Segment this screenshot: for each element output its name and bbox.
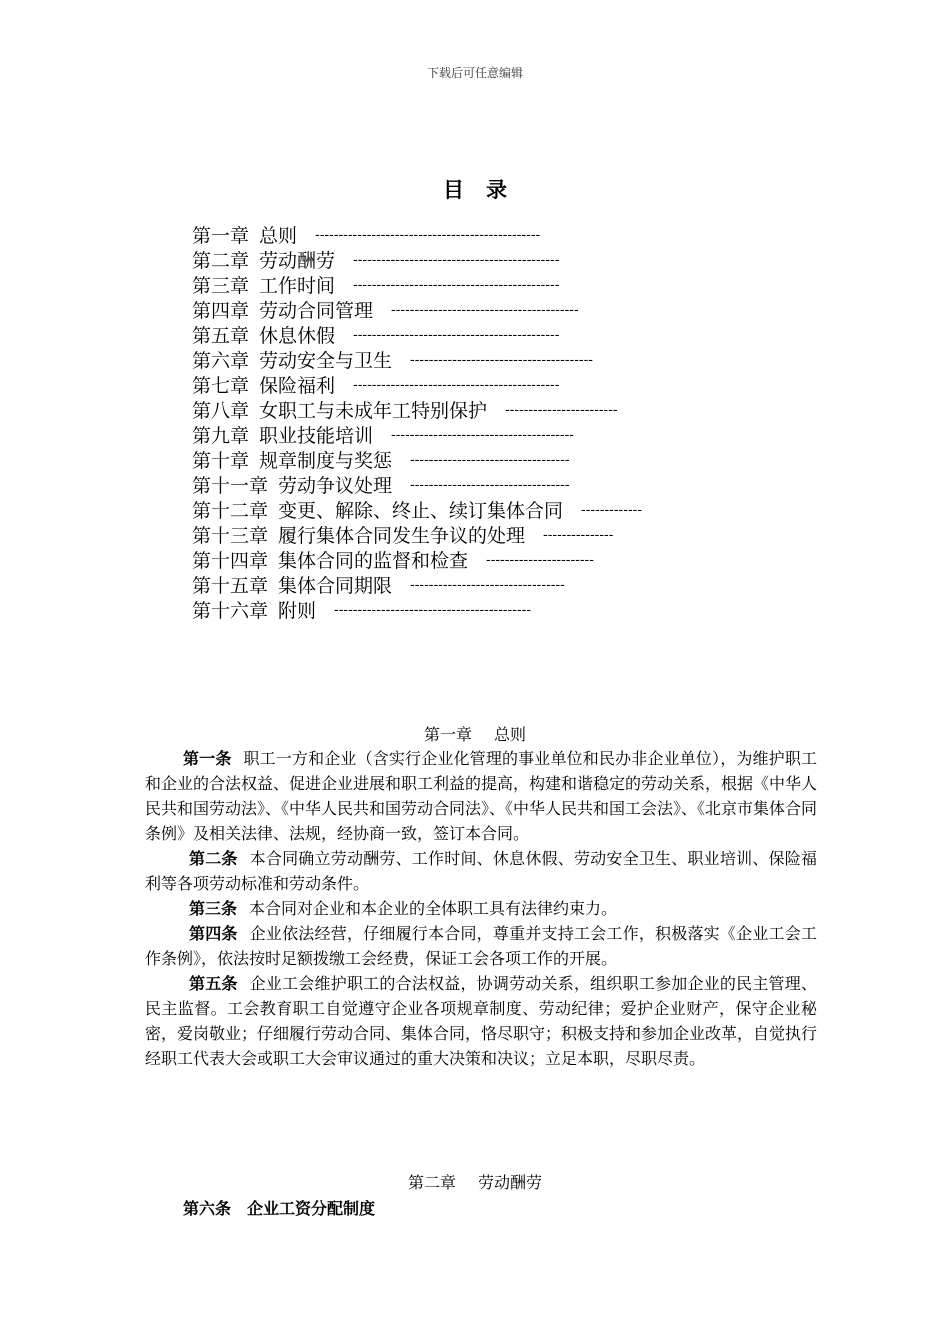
chapter2-heading xyxy=(0,1170,950,1193)
toc-chapter-num: 第十一章 xyxy=(192,475,269,497)
chapter2-title: 劳动酬劳 xyxy=(478,1173,543,1192)
toc-item xyxy=(192,398,752,423)
article-label: 第三条 xyxy=(189,899,238,918)
toc-item xyxy=(192,323,752,348)
toc-chapter-name: 附则 xyxy=(278,600,317,622)
toc-leader-dots: --------------------------------------- xyxy=(391,428,574,443)
toc-chapter-name: 总则 xyxy=(259,225,298,247)
article-label: 第五条 xyxy=(189,974,238,993)
toc-chapter-name: 休息休假 xyxy=(259,325,336,347)
toc-item xyxy=(192,348,752,373)
toc-chapter-name: 集体合同期限 xyxy=(278,575,393,597)
toc-item xyxy=(192,598,752,623)
article-label: 第四条 xyxy=(189,924,238,943)
toc-chapter-name: 女职工与未成年工特别保护 xyxy=(259,400,488,422)
toc-chapter-name: 劳动争议处理 xyxy=(278,475,393,497)
toc-chapter-name: 职业技能培训 xyxy=(259,425,374,447)
toc-leader-dots: -------------------------------------------- xyxy=(353,253,560,268)
toc-chapter-name: 集体合同的监督和检查 xyxy=(278,550,469,572)
toc-leader-dots: -------------------------------------------- xyxy=(353,278,560,293)
table-of-contents xyxy=(192,223,752,623)
article-text: 本合同对企业和本企业的全体职工具有法律约束力。 xyxy=(249,899,618,918)
article-3 xyxy=(145,896,817,921)
toc-chapter-num: 第四章 xyxy=(192,300,250,322)
toc-chapter-num: 第一章 xyxy=(192,225,250,247)
toc-item xyxy=(192,298,752,323)
toc-leader-dots: ---------------------------------------- xyxy=(391,303,579,318)
article-2 xyxy=(145,846,817,896)
article-4 xyxy=(145,921,817,971)
toc-chapter-num: 第十五章 xyxy=(192,575,269,597)
toc-leader-dots: ---------------------------------- xyxy=(410,453,570,468)
toc-item xyxy=(192,498,752,523)
toc-item xyxy=(192,248,752,273)
toc-leader-dots: ------------------------------------------------ xyxy=(315,228,541,243)
article-5 xyxy=(145,971,817,1071)
chapter1-num: 第一章 xyxy=(423,725,472,744)
toc-leader-dots: --------------- xyxy=(543,528,614,543)
toc-chapter-num: 第十三章 xyxy=(192,525,269,547)
article-text: 企业依法经营，仔细履行本合同，尊重并支持工会工作，积极落实《企业工会工作条例》，依法按时足额拨缴工会经费，保证工会各项工作的开展。 xyxy=(145,924,817,968)
toc-chapter-name: 劳动安全与卫生 xyxy=(259,350,393,372)
article-text: 企业工会维护职工的合法权益，协调劳动关系，组织职工参加企业的民主管理、民主监督。工会教育职工自觉遵守企业各项规章制度、劳动纪律；爱护企业财产，保守企业秘密，爱岗敬业；仔细履行劳动合同、集体合同，恪尽职守；积极支持和参加企业改革，自觉执行经职工代表大会或职工大会审议通过的重大决策和决议；立足本职，尽职尽责。 xyxy=(145,974,818,1068)
toc-item xyxy=(192,548,752,573)
toc-item xyxy=(192,448,752,473)
toc-chapter-num: 第八章 xyxy=(192,400,250,422)
toc-leader-dots: -------------------------------------------- xyxy=(353,328,560,343)
article-6-heading xyxy=(183,1196,375,1219)
article-text: 职工一方和企业（含实行企业化管理的事业单位和民办非企业单位），为维护职工和企业的合法权益、促进企业进展和职工利益的提高，构建和谐稳定的劳动关系，根据《中华人民共和国劳动法》、《中华人民共和国劳动合同法》、《中华人民共和国工会法》、《北京市集体合同条例》及相关法律、法规，经协商一致，签订本合同。 xyxy=(145,749,818,843)
toc-chapter-num: 第十六章 xyxy=(192,600,269,622)
chapter1-body xyxy=(145,746,817,1071)
toc-item xyxy=(192,423,752,448)
toc-item xyxy=(192,273,752,298)
toc-chapter-num: 第九章 xyxy=(192,425,250,447)
chapter2-num: 第二章 xyxy=(407,1173,456,1192)
toc-chapter-num: 第十章 xyxy=(192,450,250,472)
toc-chapter-name: 工作时间 xyxy=(259,275,336,297)
toc-chapter-num: 第十四章 xyxy=(192,550,269,572)
toc-chapter-num: 第十二章 xyxy=(192,500,269,522)
header-note: 下载后可任意编辑 xyxy=(426,66,523,80)
toc-leader-dots: --------------------------------------- xyxy=(410,353,593,368)
toc-chapter-num: 第三章 xyxy=(192,275,250,297)
toc-chapter-num: 第二章 xyxy=(192,250,250,272)
toc-title: 目录 xyxy=(443,178,529,202)
toc-item xyxy=(192,573,752,598)
toc-chapter-num: 第六章 xyxy=(192,350,250,372)
toc-leader-dots: ---------------------------------- xyxy=(410,478,570,493)
article-6-title: 企业工资分配制度 xyxy=(247,1199,376,1218)
toc-chapter-name: 规章制度与奖惩 xyxy=(259,450,393,472)
toc-leader-dots: ------------------------------------------ xyxy=(334,603,532,618)
toc-chapter-name: 履行集体合同发生争议的处理 xyxy=(278,525,526,547)
toc-leader-dots: ------------- xyxy=(581,503,643,518)
toc-chapter-num: 第五章 xyxy=(192,325,250,347)
toc-leader-dots: ----------------------- xyxy=(486,553,594,568)
article-text: 本合同确立劳动酬劳、工作时间、休息休假、劳动安全卫生、职业培训、保险福利等各项劳动标准和劳动条件。 xyxy=(145,849,817,893)
toc-chapter-name: 保险福利 xyxy=(259,375,336,397)
toc-chapter-name: 劳动合同管理 xyxy=(259,300,374,322)
toc-chapter-name: 劳动酬劳 xyxy=(259,250,336,272)
article-label: 第二条 xyxy=(189,849,238,868)
chapter1-title: 总则 xyxy=(494,725,527,744)
article-label: 第一条 xyxy=(183,749,232,768)
toc-chapter-num: 第七章 xyxy=(192,375,250,397)
toc-chapter-name: 变更、解除、终止、续订集体合同 xyxy=(278,500,564,522)
toc-item xyxy=(192,373,752,398)
article-6-label: 第六条 xyxy=(183,1199,232,1218)
toc-item xyxy=(192,223,752,248)
toc-leader-dots: --------------------------------- xyxy=(410,578,565,593)
article-1 xyxy=(145,746,817,846)
toc-leader-dots: ------------------------ xyxy=(505,403,618,418)
toc-item xyxy=(192,523,752,548)
chapter1-heading xyxy=(0,722,950,745)
toc-item xyxy=(192,473,752,498)
toc-leader-dots: -------------------------------------------- xyxy=(353,378,560,393)
